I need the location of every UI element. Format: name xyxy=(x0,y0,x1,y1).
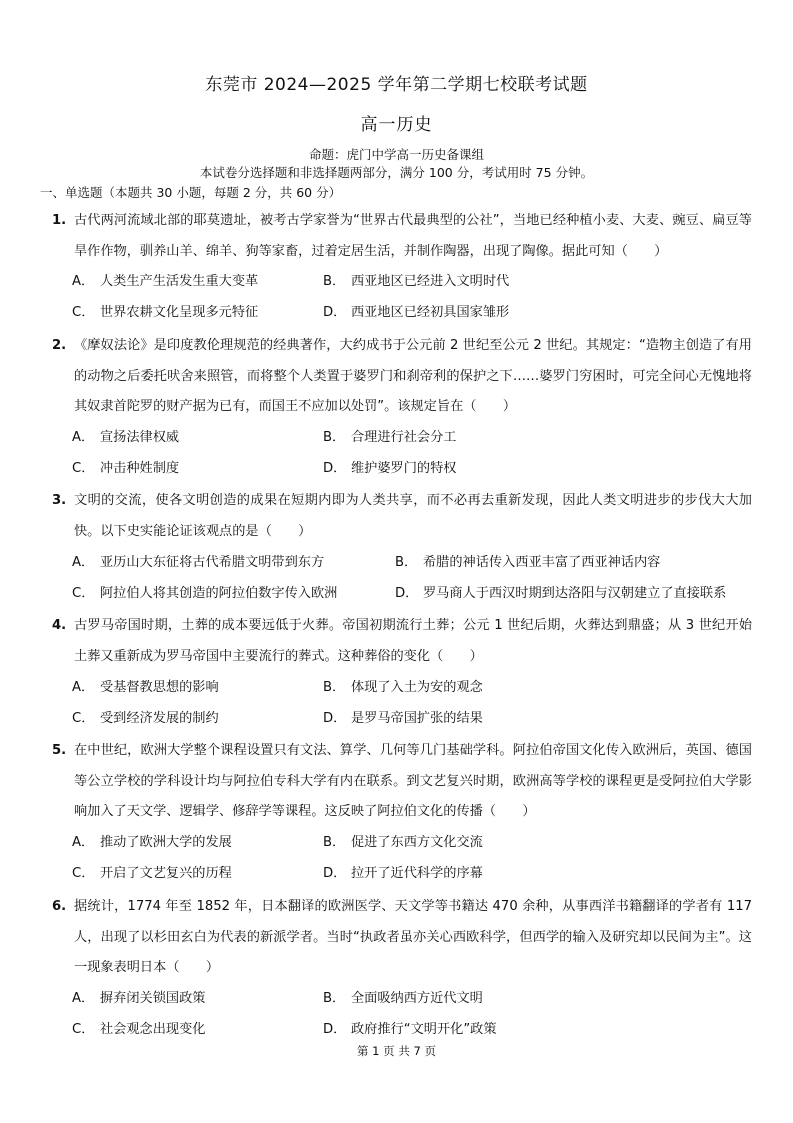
option-label: D． xyxy=(323,710,347,726)
option-c[interactable] xyxy=(72,454,179,485)
question-number: 2. xyxy=(52,338,67,353)
option-text: 受到经济发展的制约 xyxy=(100,710,219,726)
option-label: D． xyxy=(323,1021,347,1037)
option-text: 亚历山大东征将古代希腊文明带到东方 xyxy=(100,555,325,570)
option-c[interactable] xyxy=(72,704,219,735)
question-number: 3. xyxy=(52,493,67,508)
question-6 xyxy=(52,892,752,984)
option-d[interactable] xyxy=(395,579,726,610)
question-number: 4. xyxy=(52,618,67,633)
option-label: B． xyxy=(323,835,346,850)
option-c[interactable] xyxy=(72,859,232,890)
option-b[interactable] xyxy=(323,423,457,454)
setter-line: 命题：虎门中学高一历史备课组 xyxy=(308,147,484,162)
option-b[interactable] xyxy=(323,828,483,859)
question-3-options xyxy=(72,548,762,609)
instructions-line: 本试卷分选择题和非选择题两部分，满分 100 分，考试用时 75 分钟。 xyxy=(199,165,594,180)
option-label: C． xyxy=(72,865,95,881)
option-label: B． xyxy=(323,430,346,445)
question-5 xyxy=(52,736,752,828)
option-text: 全面吸纳西方近代文明 xyxy=(351,991,483,1006)
option-text: 开启了文艺复兴的历程 xyxy=(100,865,232,881)
exam-title: 东莞市 2024—2025 学年第二学期七校联考试题 xyxy=(205,75,588,95)
option-b[interactable] xyxy=(395,548,660,579)
option-label: A． xyxy=(72,680,95,695)
option-label: C． xyxy=(72,585,95,601)
question-stem: 在中世纪，欧洲大学整个课程设置只有文法、算学、几何等几门基础学科。阿拉伯帝国文化传入欧洲后，英国、德国等公立学校的学科设计均与阿拉伯专科大学有内在联系。到文艺复兴时期，欧洲高等学校的课程更是受阿拉伯大学影响加入了天文学、逻辑学、修辞学等课程。这反映了阿拉伯文化的传播（ ） xyxy=(74,743,752,819)
option-c[interactable] xyxy=(72,1015,206,1046)
question-stem: 古代两河流域北部的耶莫遗址，被考古学家誉为“世界古代最典型的公社”，当地已经种植小麦、大麦、豌豆、扁豆等旱作作物，驯养山羊、绵羊、狗等家畜，过着定居生活，并制作陶器，出现了陶像。据此可知（ ） xyxy=(74,213,752,259)
option-c[interactable] xyxy=(72,579,337,610)
option-a[interactable] xyxy=(72,423,179,454)
option-text: 摒弃闭关锁国政策 xyxy=(100,991,206,1006)
question-number: 5. xyxy=(52,743,67,758)
option-b[interactable] xyxy=(323,984,483,1015)
option-d[interactable] xyxy=(323,1015,497,1046)
option-text: 推动了欧洲大学的发展 xyxy=(100,835,232,850)
option-label: D． xyxy=(323,460,347,476)
option-text: 受基督教思想的影响 xyxy=(100,680,219,695)
option-label: C． xyxy=(72,304,95,320)
option-label: B． xyxy=(323,274,346,289)
option-a[interactable] xyxy=(72,984,206,1015)
question-number: 1. xyxy=(52,213,67,228)
option-label: A． xyxy=(72,835,95,850)
option-a[interactable] xyxy=(72,267,258,298)
option-text: 合理进行社会分工 xyxy=(351,430,457,445)
option-label: A． xyxy=(72,991,95,1006)
option-text: 人类生产生活发生重大变革 xyxy=(100,274,259,289)
option-b[interactable] xyxy=(323,267,509,298)
option-d[interactable] xyxy=(323,859,483,890)
option-a[interactable] xyxy=(72,828,232,859)
option-label: D． xyxy=(395,585,419,601)
option-label: A． xyxy=(72,430,95,445)
option-text: 罗马商人于西汉时期到达洛阳与汉朝建立了直接联系 xyxy=(423,585,727,601)
option-text: 促进了东西方文化交流 xyxy=(351,835,483,850)
option-text: 西亚地区已经进入文明时代 xyxy=(351,274,510,289)
option-text: 希腊的神话传入西亚丰富了西亚神话内容 xyxy=(423,555,661,570)
option-label: D． xyxy=(323,304,347,320)
option-text: 是罗马帝国扩张的结果 xyxy=(351,710,483,726)
question-2 xyxy=(52,331,752,423)
question-3 xyxy=(52,486,752,547)
option-text: 社会观念出现变化 xyxy=(100,1021,206,1037)
option-d[interactable] xyxy=(323,298,509,329)
option-label: C． xyxy=(72,460,95,476)
question-6-options xyxy=(72,984,762,1045)
question-4-options xyxy=(72,673,762,734)
option-text: 西亚地区已经初具国家雏形 xyxy=(351,304,510,320)
option-text: 冲击种姓制度 xyxy=(100,460,180,476)
question-1-options xyxy=(72,267,762,328)
option-a[interactable] xyxy=(72,548,324,579)
option-label: C． xyxy=(72,710,95,726)
question-4 xyxy=(52,611,752,672)
option-d[interactable] xyxy=(323,704,483,735)
option-a[interactable] xyxy=(72,673,219,704)
option-label: D． xyxy=(323,865,347,881)
option-d[interactable] xyxy=(323,454,457,485)
option-text: 维护婆罗门的特权 xyxy=(351,460,457,476)
option-label: B． xyxy=(323,991,346,1006)
option-text: 政府推行“文明开化”政策 xyxy=(351,1021,497,1037)
option-label: B． xyxy=(395,555,418,570)
question-stem: 《摩奴法论》是印度教伦理规范的经典著作，大约成书于公元前 2 世纪至公元 2 世纪。其规定：“造物主创造了有用的动物之后委托吠舍来照管，而将整个人类置于婆罗门和刹帝利的保护之下……婆罗门穷困时，可完全问心无愧地将其奴隶首陀罗的财产据为已有，而国王不应加以处罚”。该规定旨在（ ） xyxy=(74,338,752,414)
option-text: 体现了入土为安的观念 xyxy=(351,680,483,695)
option-label: A． xyxy=(72,274,95,289)
page-number: 第 1 页 共 7 页 xyxy=(357,1044,436,1058)
option-label: C． xyxy=(72,1021,95,1037)
question-stem: 据统计，1774 年至 1852 年，日本翻译的欧洲医学、天文学等书籍达 470 余种，从事西洋书籍翻译的学者有 117 人，出现了以杉田玄白为代表的新派学者。当时“执政者虽亦关心西欧科学，但西学的输入及研究却以民间为主”。这一现象表明日本（ ） xyxy=(74,899,752,975)
option-c[interactable] xyxy=(72,298,258,329)
option-text: 阿拉伯人将其创造的阿拉伯数字传入欧洲 xyxy=(100,585,338,601)
question-number: 6. xyxy=(52,899,67,914)
option-text: 拉开了近代科学的序幕 xyxy=(351,865,483,881)
option-b[interactable] xyxy=(323,673,483,704)
option-text: 世界农耕文化呈现多元特征 xyxy=(100,304,259,320)
question-stem: 古罗马帝国时期，土葬的成本要远低于火葬。帝国初期流行土葬；公元 1 世纪后期，火葬达到鼎盛；从 3 世纪开始土葬又重新成为罗马帝国中主要流行的葬式。这种葬俗的变化（ ） xyxy=(74,618,752,664)
subject-title: 高一历史 xyxy=(360,115,433,135)
section-heading: 一、单选题（本题共 30 小题，每题 2 分，共 60 分） xyxy=(40,185,342,200)
question-stem: 文明的交流，使各文明创造的成果在短期内即为人类共享，而不必再去重新发现，因此人类文明进步的步伐大大加快。以下史实能论证该观点的是（ ） xyxy=(74,493,752,539)
question-2-options xyxy=(72,423,762,484)
option-label: B． xyxy=(323,680,346,695)
question-5-options xyxy=(72,828,762,889)
question-1 xyxy=(52,206,752,267)
option-text: 宣扬法律权威 xyxy=(100,430,180,445)
option-label: A． xyxy=(72,555,95,570)
